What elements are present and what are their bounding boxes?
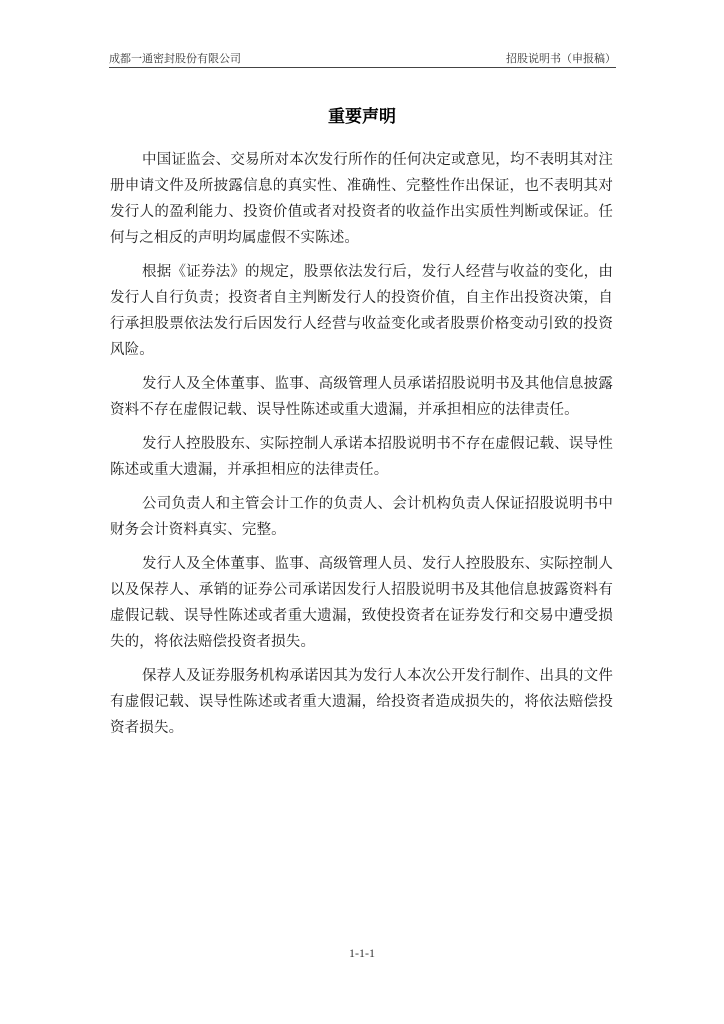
page-title: 重要声明	[328, 107, 396, 127]
paragraph: 发行人及全体董事、监事、高级管理人员、发行人控股股东、实际控制人以及保荐人、承销的证券公司承诺因发行人招股说明书及其他信息披露资料有虚假记载、误导性陈述或者重大遗漏，致使投资者在证券发行和交易中遭受损失的，将依法赔偿投资者损失。	[110, 556, 613, 650]
running-header	[109, 51, 616, 67]
header-company-name: 成都一通密封股份有限公司	[109, 52, 241, 65]
paragraph: 公司负责人和主管会计工作的负责人、会计机构负责人保证招股说明书中财务会计资料真实、完整。	[110, 496, 613, 538]
paragraph: 中国证监会、交易所对本次发行所作的任何决定或意见，均不表明其对注册申请文件及所披露信息的真实性、准确性、完整性作出保证，也不表明其对发行人的盈利能力、投资价值或者对投资者的收益作出实质性判断或保证。任何与之相反的声明均属虚假不实陈述。	[110, 152, 613, 246]
statement-body	[110, 147, 613, 749]
header-divider	[109, 67, 616, 68]
paragraph: 保荐人及证券服务机构承诺因其为发行人本次公开发行制作、出具的文件有虚假记载、误导性陈述或者重大遗漏，给投资者造成损失的，将依法赔偿投资者损失。	[110, 668, 613, 736]
page-number: 1-1-1	[349, 946, 375, 960]
paragraph: 发行人及全体董事、监事、高级管理人员承诺招股说明书及其他信息披露资料不存在虚假记载、误导性陈述或重大遗漏，并承担相应的法律责任。	[110, 376, 613, 418]
paragraph: 发行人控股股东、实际控制人承诺本招股说明书不存在虚假记载、误导性陈述或重大遗漏，并承担相应的法律责任。	[110, 436, 613, 478]
paragraph: 根据《证券法》的规定，股票依法发行后，发行人经营与收益的变化，由发行人自行负责；投资者自主判断发行人的投资价值，自主作出投资决策，自行承担股票依法发行后因发行人经营与收益变化或者股票价格变动引致的投资风险。	[110, 264, 613, 358]
header-document-type: 招股说明书（申报稿）	[506, 52, 616, 65]
